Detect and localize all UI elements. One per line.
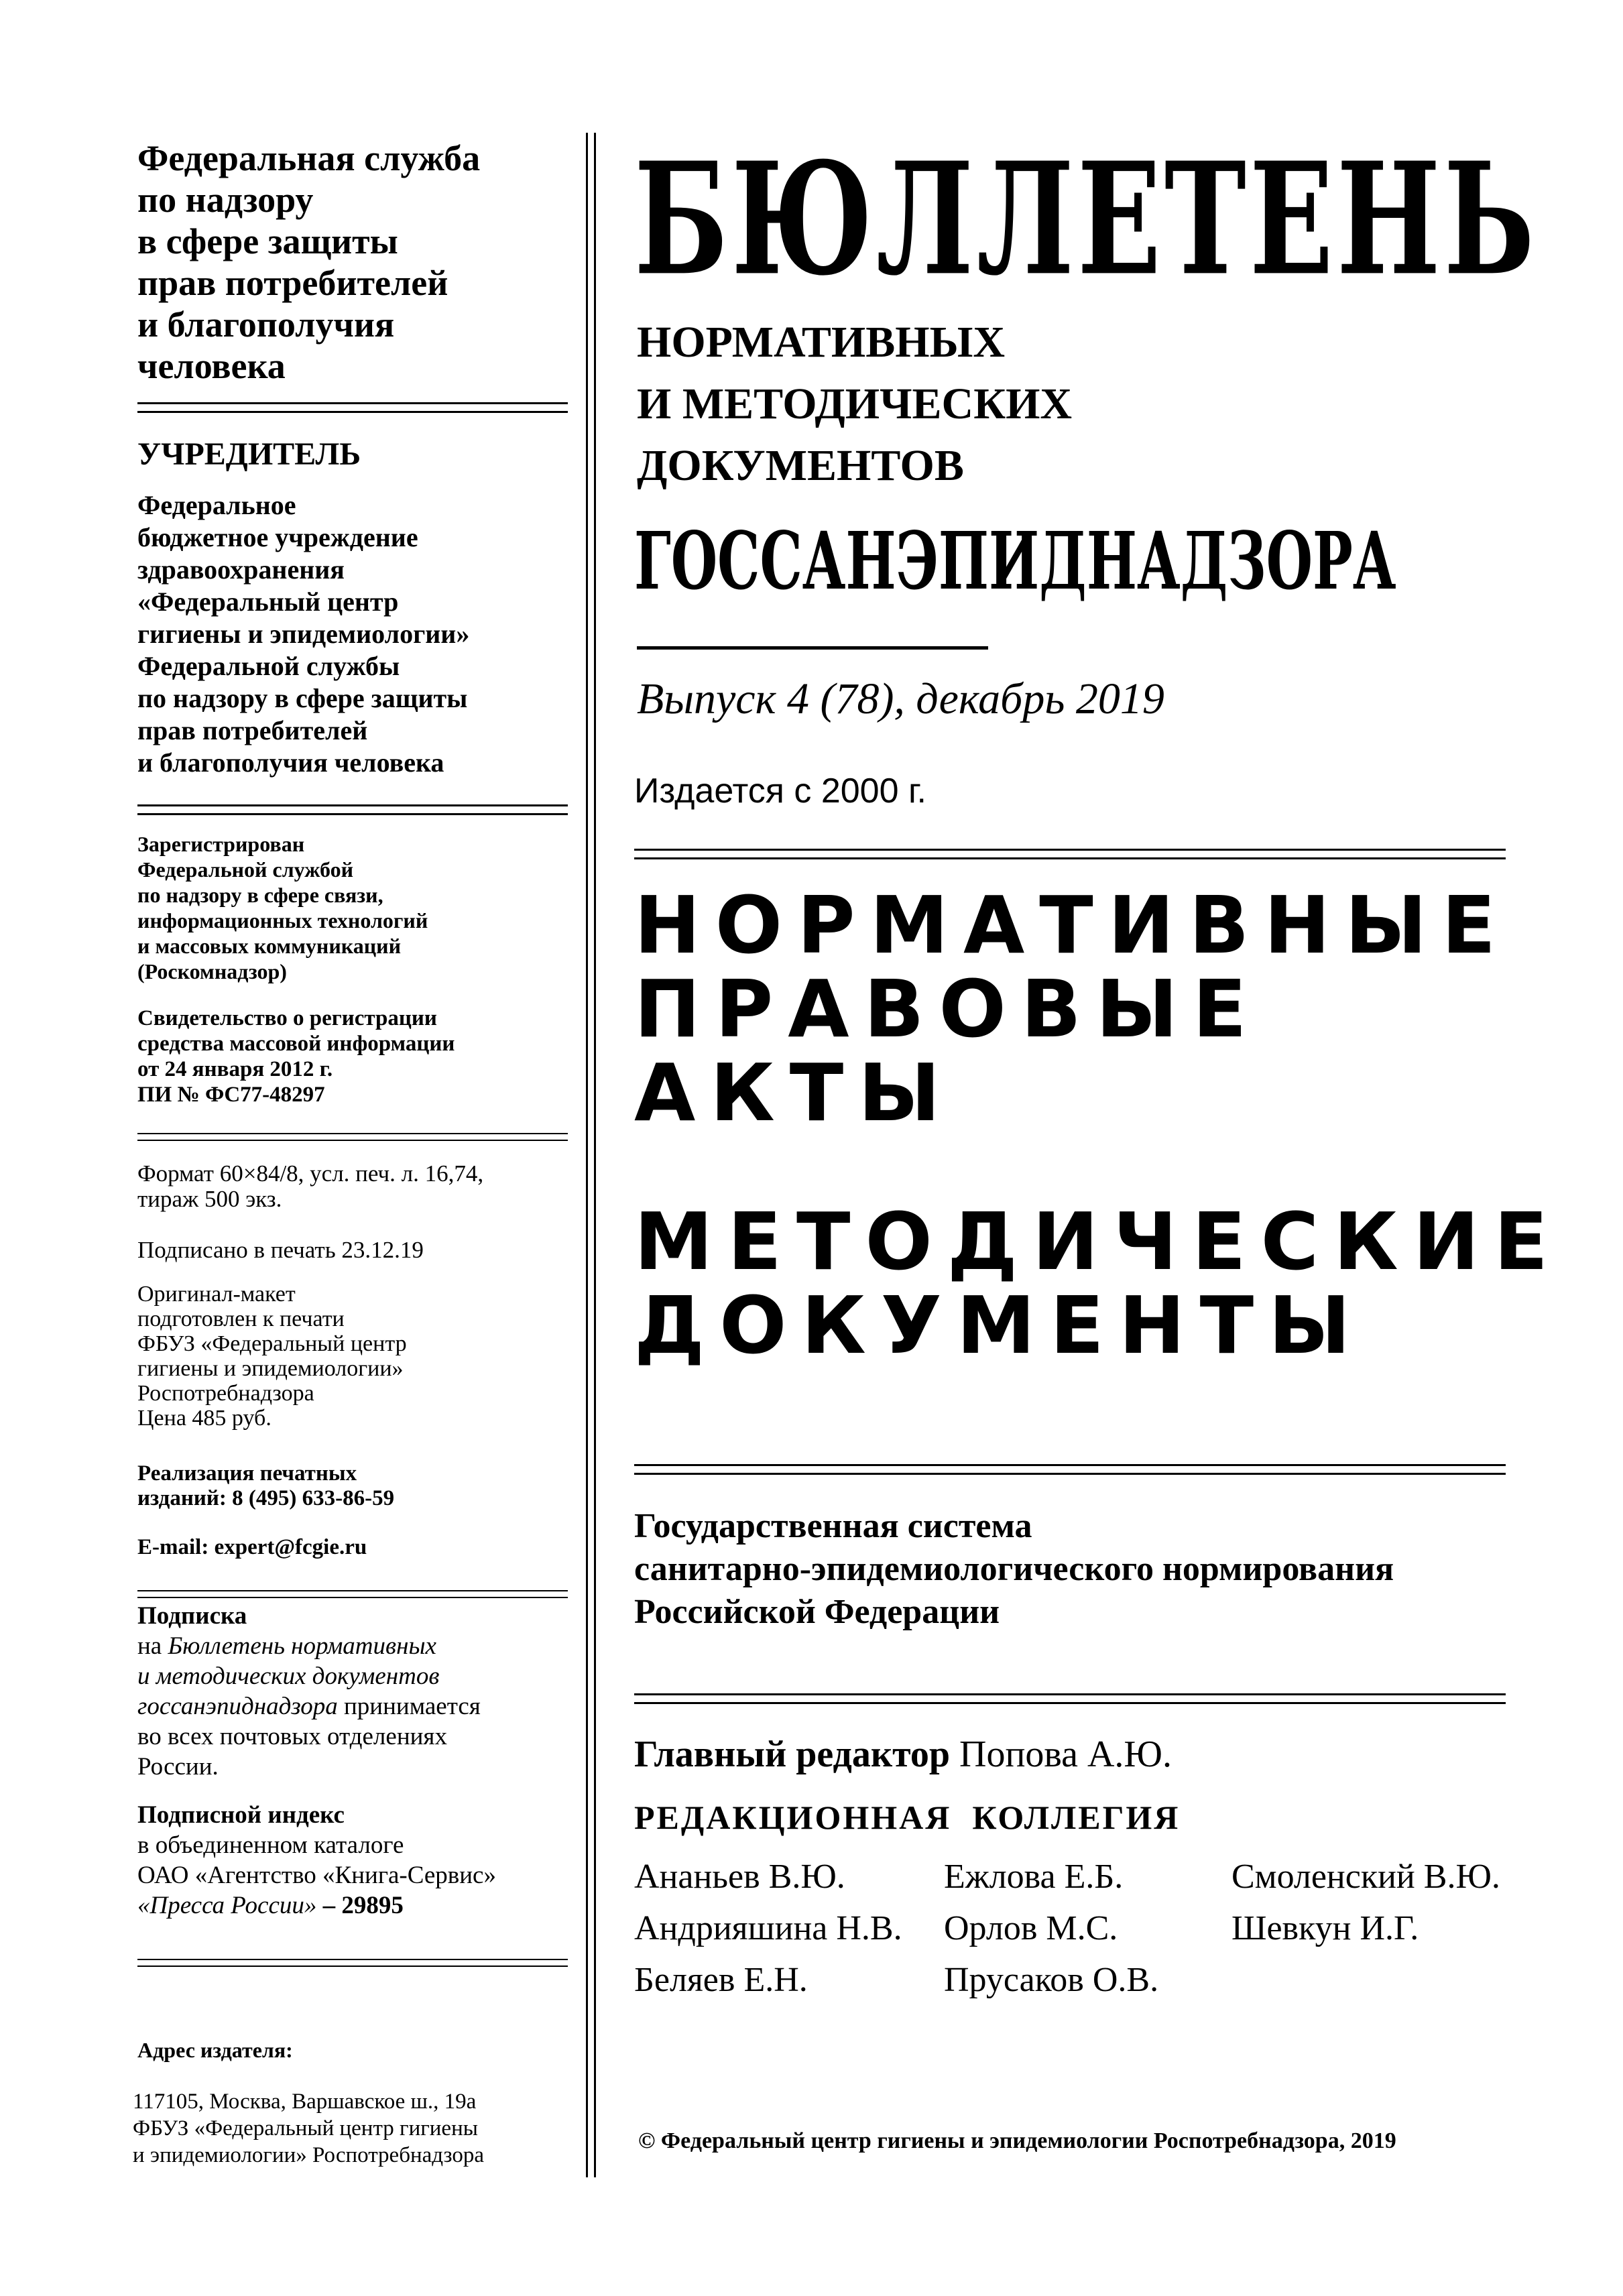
published-since: Издается с 2000 г. (634, 772, 927, 810)
chief-editor-name: Попова А.Ю. (959, 1734, 1172, 1775)
text-line: Государственная система (634, 1507, 1032, 1545)
divider (137, 1133, 568, 1141)
subscription-index (137, 1800, 566, 1921)
text-line: ДОКУМЕНТОВ (637, 441, 964, 490)
text-line: Федеральная служба (137, 138, 481, 178)
text-line: ПИ № ФС77-48297 (137, 1083, 325, 1107)
format-text (137, 1161, 566, 1212)
founder-text (137, 489, 566, 779)
signed-date: Подписано в печать 23.12.19 (137, 1237, 424, 1263)
text-line (137, 1890, 566, 1921)
text: на (137, 1632, 168, 1660)
publication-title: госсанэпиднадзора (137, 1693, 338, 1720)
index-heading: Подписной индекс (137, 1801, 345, 1829)
divider (137, 1959, 568, 1967)
section-legal-acts (634, 879, 1511, 1139)
text-line: МЕТОДИЧЕСКИЕ (634, 1195, 1563, 1288)
text-line: Цена 485 руб. (137, 1406, 272, 1431)
divider (634, 1464, 1506, 1475)
layout-text (137, 1282, 566, 1431)
text-line: Оригинал-макет (137, 1282, 296, 1307)
text-line: гигиены и эпидемиологии» (137, 1356, 404, 1381)
text-line: Свидетельство о регистрации (137, 1006, 437, 1030)
text-line: Роспотребнадзора (137, 1381, 314, 1406)
text-line: НОРМАТИВНЫХ (637, 318, 1006, 367)
text-line: и благополучия человека (137, 747, 444, 778)
text-line: здравоохранения (137, 554, 345, 585)
founder-heading: УЧРЕДИТЕЛЬ (137, 436, 361, 472)
text-line: по надзору в сфере связи, (137, 883, 383, 907)
board-member: Орлов М.С. (944, 1909, 1118, 1947)
text-line: и эпидемиологии» Роспотребнадзора (133, 2143, 484, 2167)
text-line: от 24 января 2012 г. (137, 1057, 333, 1081)
short-rule (637, 646, 988, 650)
text-line: бюджетное учреждение (137, 522, 418, 552)
text-line: во всех почтовых отделениях (137, 1723, 447, 1750)
address-heading: Адрес издателя: (137, 2038, 293, 2062)
text-line: Федеральной службой (137, 857, 354, 882)
certificate-text (137, 1006, 566, 1107)
text-line (137, 1631, 566, 1661)
text-line: ФБУЗ «Федеральный центр гигиены (133, 2116, 478, 2140)
board-member: Ежлова Е.Б. (944, 1858, 1124, 1896)
editorial-board-heading: РЕДАКЦИОННАЯ КОЛЛЕГИЯ (634, 1799, 1181, 1836)
text-line: Реализация печатных (137, 1461, 357, 1486)
column-divider (594, 133, 596, 2177)
text-line: тираж 500 экз. (137, 1186, 282, 1212)
board-member: Андрияшина Н.В. (634, 1909, 902, 1947)
publication-title: и методических документов (137, 1663, 440, 1690)
text-line: средства массовой информации (137, 1032, 455, 1056)
text-line: и благополучия (137, 304, 395, 345)
text-line: гигиены и эпидемиологии» (137, 619, 470, 649)
text-line: по надзору в сфере защиты (137, 683, 468, 713)
board-member: Ананьев В.Ю. (634, 1858, 845, 1896)
editorial-board-list (634, 1857, 1513, 2000)
text-line: Федеральной службы (137, 651, 400, 681)
chief-editor-label: Главный редактор (634, 1734, 950, 1775)
text-line: России. (137, 1753, 219, 1780)
text-line: санитарно-эпидемиологического нормирования (634, 1550, 1394, 1588)
text-line: в объединенном каталоге (137, 1831, 404, 1859)
text-line: ОАО «Агентство «Книга-Сервис» (137, 1862, 496, 1889)
text-line: по надзору (137, 180, 314, 220)
text-line: прав потребителей (137, 715, 368, 745)
board-member: Прусаков О.В. (944, 1961, 1159, 1999)
text-line: подготовлен к печати (137, 1307, 345, 1331)
text-line: Российской Федерации (634, 1593, 1000, 1631)
address-text (133, 2088, 484, 2169)
catalog-name: «Пресса России» (137, 1892, 317, 1919)
divider (634, 849, 1506, 859)
divider (137, 402, 568, 413)
bulletin-subtitle (637, 312, 1072, 497)
agency-name (137, 137, 566, 387)
board-member: Беляев Е.Н. (634, 1961, 808, 1999)
subscription-text (137, 1601, 566, 1782)
text-line: 117105, Москва, Варшавское ш., 19а (133, 2090, 477, 2114)
text-line: и массовых коммуникаций (137, 934, 402, 958)
issue-number: Выпуск 4 (78), декабрь 2019 (637, 674, 1164, 723)
text-line: человека (137, 346, 286, 386)
bulletin-title: БЮЛЛЕТЕНЬ (634, 129, 1538, 310)
text-line: НОРМАТИВНЫЕ (634, 879, 1511, 971)
divider (137, 1590, 568, 1598)
registration-text (137, 831, 566, 984)
text-line: информационных технологий (137, 908, 428, 932)
text-line: Зарегистрирован (137, 832, 305, 856)
text-line: прав потребителей (137, 263, 448, 303)
board-member: Смоленский В.Ю. (1231, 1858, 1500, 1896)
email-link[interactable]: E-mail: expert@fcgie.ru (137, 1535, 367, 1559)
text-line: Федеральное (137, 490, 296, 520)
column-divider (586, 133, 588, 2177)
bulletin-title-2: ГОССАНЭПИДНАДЗОРА (634, 515, 1396, 608)
text-line: в сфере защиты (137, 221, 398, 261)
text: принимается (337, 1693, 481, 1720)
chief-editor (634, 1733, 1172, 1776)
text-line: (Роскомнадзор) (137, 959, 287, 983)
text-line: Формат 60×84/8, усл. печ. л. 16,74, (137, 1160, 484, 1187)
text-line: И МЕТОДИЧЕСКИХ (637, 379, 1073, 428)
text-line (137, 1691, 566, 1721)
copyright: © Федеральный центр гигиены и эпидемиологии Роспотребнадзора, 2019 (638, 2128, 1396, 2153)
divider (634, 1693, 1506, 1704)
sales-text (137, 1461, 566, 1511)
index-number: – 29895 (316, 1892, 404, 1919)
text-line: АКТЫ (634, 1046, 955, 1139)
section-methodical-docs (634, 1195, 1563, 1372)
text-line: ПРАВОВЫЕ (634, 963, 1262, 1055)
text-line: ФБУЗ «Федеральный центр (137, 1331, 407, 1356)
publication-title: Бюллетень нормативных (168, 1632, 436, 1660)
text-line: изданий: 8 (495) 633-86-59 (137, 1486, 395, 1510)
text-line: «Федеральный центр (137, 587, 399, 617)
board-member: Шевкун И.Г. (1231, 1909, 1419, 1947)
state-system-text (634, 1505, 1394, 1634)
subscription-heading: Подписка (137, 1602, 247, 1630)
text-line: ДОКУМЕНТЫ (634, 1279, 1366, 1372)
divider (137, 804, 568, 815)
